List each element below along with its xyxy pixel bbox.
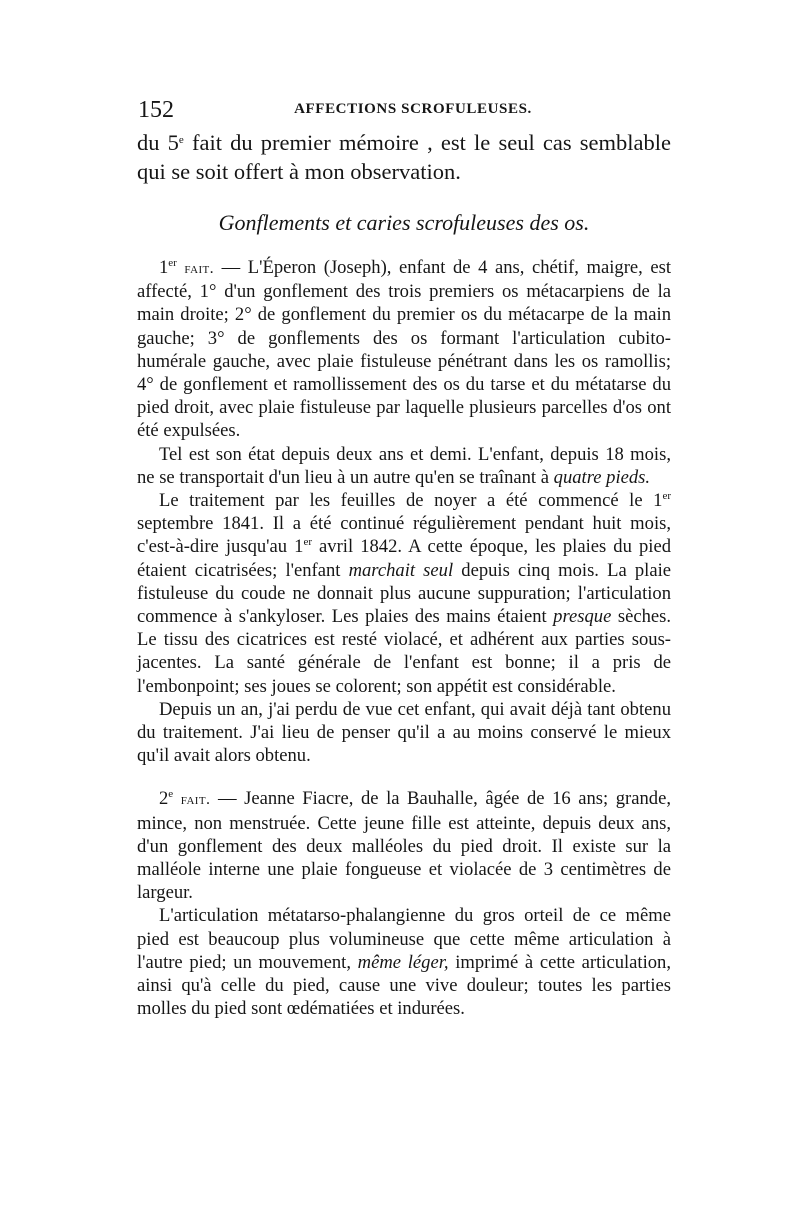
running-title: AFFECTIONS SCROFULEUSES. [294,101,532,117]
main-text [137,128,671,1021]
emphasis-meme-leger: même léger, [357,951,449,973]
case-1-paragraph-3: Le traitement par les feuilles de noyer a été commencé le 1er septembre 1841. Il a été continué régulièrement pendant huit mois, c'est-à-dire jusqu'au 1er avril 1842. A cette époque, les plaies du pied étaient cicatrisées; l'enfant marchait seul depuis cinq mois. La plaie fistuleuse du coude ne donnait plus aucune suppuration; l'articulation commence à s'ankyloser. Les plaies des mains étaient presque sèches. Le tissu des cicatrices est resté violacé, et adhérent aux parties sous-jacentes. La santé générale de l'enfant est bonne; il a pris de l'embonpoint; ses joues se colorent; son appétit est considérable. [137,490,672,697]
emphasis-presque: presque [553,606,612,628]
case-1-label: fait. [184,260,215,277]
intro-text-rest: fait du premier mémoire , est le seul cas semblable qui se soit offert à mon observation. [137,130,671,184]
intro-text-start: du 5 [137,130,179,155]
emphasis-quatre-pieds: quatre pieds. [553,466,651,488]
case-2-paragraph-2: L'articulation métatarso-phalangienne du gros orteil de ce même pied est beaucoup plus volumineuse que cette même articulation à l'autre pied; un mouvement, même léger, imprimé à cette articulation, ainsi qu'à celle du pied, cause une vive douleur; toutes les parties molles du pied sont œdématiées et indurées. [137,905,671,1020]
case-2-text: — Jeanne Fiacre, de la Bauhalle, âgée de 16 ans; grande, mince, non menstruée. Cette jeune fille est atteinte, depuis deux ans, d'un gonflement des deux malléoles du pied droit. Il existe sur la malléole interne une plaie fongueuse et violacée de 3 centimètres de largeur. [137,788,671,904]
case-2 [137,787,671,1020]
case-1-number: 1er [159,257,177,278]
case-1-paragraph-1 [137,256,671,443]
running-head [138,96,672,128]
section-heading: Gonflements et caries scrofuleuses des os. [218,210,590,235]
case-1-paragraph-2: Tel est son état depuis deux ans et demi. L'enfant, depuis 18 mois, ne se transportait d'un lieu à un autre qu'en se traînant à quatre pieds. [137,443,671,488]
case-2-label: fait. [180,791,211,809]
case-1 [137,256,671,767]
case-2-number: 2e [159,788,174,810]
intro-paragraph [137,128,671,186]
case-2-paragraph-1 [137,787,671,904]
case-1-paragraph-4: Depuis un an, j'ai perdu de vue cet enfant, qui avait déjà tant obtenu du traitement. J'ai lieu de penser qu'il a au moins conservé le mieux qu'il avait alors obtenu. [137,698,671,767]
intro-sup: e [178,134,184,146]
case-gap [137,767,671,787]
page-number: 152 [138,97,174,123]
emphasis-marchait-seul: marchait seul [348,559,454,581]
case-1-text: — L'Éperon (Joseph), enfant de 4 ans, chétif, maigre, est affecté, 1° d'un gonflement des trois premiers os métacarpiens de la main droite; 2° de gonflement du premier os du métacarpe de la main gauche; 3° de gonflements des os formant l'articulation cubito-humérale gauche, avec plaie fistuleuse pénétrant dans les os ramollis; 4° de gonflement et ramollissement des os du tarse et du métatarse du pied droit, avec plaie fistuleuse par laquelle plusieurs parcelles d'os ont été expulsées. [137,257,672,442]
